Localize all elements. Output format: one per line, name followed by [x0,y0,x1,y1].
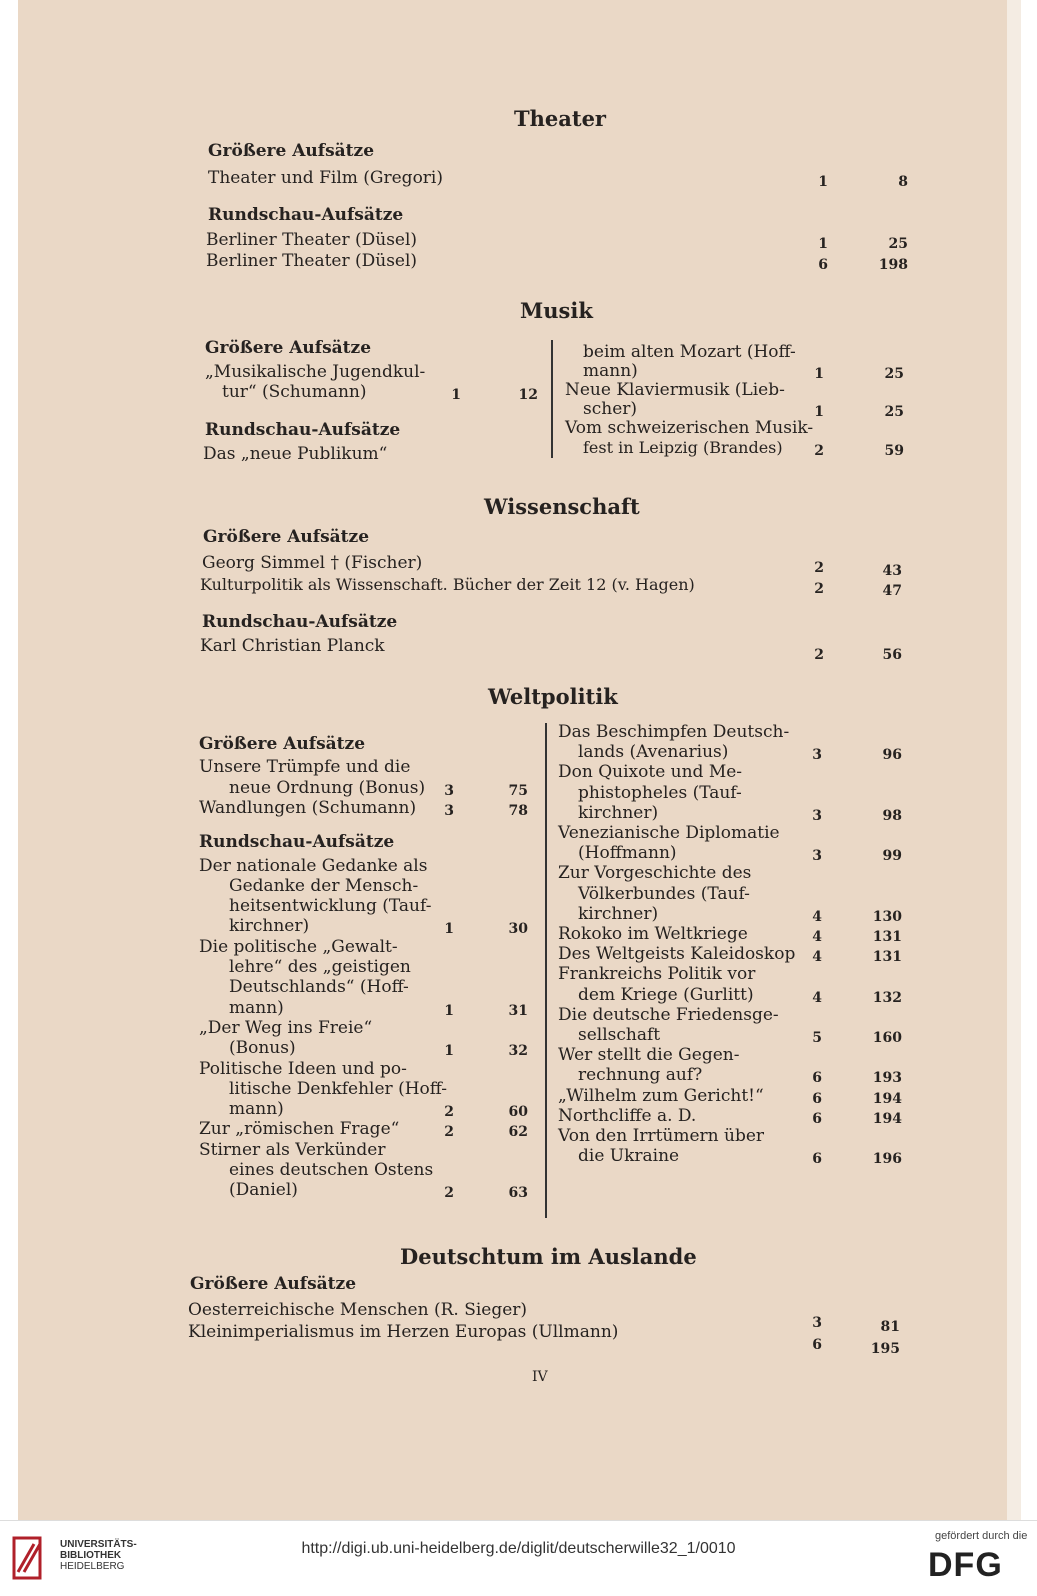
entry-title: Des Weltgeists Kaleidoskop [558,944,796,965]
entry-page: 195 [870,1341,900,1357]
entry-title: rechnung auf? [578,1065,703,1086]
entry-volume: 4 [812,908,822,925]
entry-title: lands (Avenarius) [578,742,729,763]
entry-volume: 3 [444,802,454,819]
entry-title: (Bonus) [229,1038,296,1059]
entry-title: (Daniel) [229,1180,298,1201]
entry-volume: 3 [812,848,822,865]
entry-title: Rokoko im Weltkriege [558,924,748,944]
entry-page: 63 [508,1185,528,1202]
viewer-footer [0,1520,1037,1596]
entry-page: 98 [882,807,902,824]
library-name-line: UNIVERSITÄTS- [60,1539,137,1550]
entry-volume: 6 [812,1090,822,1107]
entry-volume: 1 [818,174,828,190]
entry-page: 78 [508,802,528,819]
entry-volume: 4 [812,989,822,1006]
entry-title-continued: scher) [583,399,638,419]
entry-volume: 2 [814,647,824,663]
entry-volume: 2 [814,443,824,459]
entry-volume: 4 [812,929,822,945]
entry-title-continued: fest in Leipzig (Brandes) [583,438,783,457]
entry-title: Stirner als Verkünder [199,1139,386,1160]
entry-volume: 1 [814,366,824,382]
entry-page: 30 [508,921,528,938]
entry-title: „Musikalische Jugendkul- [205,362,426,382]
entry-title: Von den Irrtümern über [558,1126,765,1146]
entry-title: Unsere Trümpfe und die [199,757,411,778]
entry-title: „Der Weg ins Freie“ [199,1017,373,1038]
entry-page: 99 [882,848,902,865]
entry-volume: 3 [812,807,822,824]
entry-page: 81 [880,1319,900,1335]
entry-title: Wandlungen (Schumann) [199,797,417,818]
entry-volume: 2 [444,1124,454,1141]
entry-volume: 1 [814,404,824,420]
entry-title: Oesterreichische Menschen (R. Sieger) [188,1300,528,1320]
entry-title: Venezianische Diplomatie [558,823,780,843]
entry-title: Die deutsche Friedensge- [558,1004,779,1025]
entry-title: Berliner Theater (Düsel) [206,230,418,250]
entry-page: 60 [508,1104,528,1121]
entry-page: 194 [872,1110,902,1127]
subheading: Rundschau-Aufsätze [199,832,395,853]
dfg-logo: DFG [928,1546,1003,1584]
subheading: Größere Aufsätze [203,527,370,547]
entry-volume: 2 [444,1104,454,1121]
entry-title: kirchner) [578,802,659,823]
entry-title: „Wilhelm zum Gericht!“ [558,1085,764,1106]
section-heading-musik: Musik [520,298,593,323]
entry-page: 75 [508,782,528,799]
paper-edge [1007,0,1021,1520]
entry-title: Das Beschimpfen Deutsch- [558,722,790,742]
entry-title-continued: tur“ (Schumann) [222,382,367,402]
entry-title: sellschaft [578,1025,661,1045]
entry-page: 96 [882,747,902,764]
section-heading-deutschtum: Deutschtum im Auslande [400,1244,697,1269]
entry-title: Völkerbundes (Tauf- [578,883,750,904]
entry-title: dem Kriege (Gurlitt) [578,984,754,1005]
entry-title: Der nationale Gedanke als [199,855,428,876]
entry-volume: 2 [814,581,824,597]
entry-volume: 1 [444,921,454,938]
entry-title: phistopheles (Tauf- [578,782,742,803]
entry-volume: 6 [812,1151,822,1168]
entry-page: 25 [884,366,904,382]
entry-page: 193 [872,1070,902,1087]
library-name-line: BIBLIOTHEK [60,1550,122,1561]
source-url-link[interactable]: http://digi.ub.uni-heidelberg.de/diglit/deutscherwille32_1/0010 [301,1540,736,1557]
entry-page: 25 [884,404,904,420]
column-rule [545,723,547,1218]
entry-title: Vom schweizerischen Musik- [565,418,814,438]
entry-page: 62 [508,1124,528,1141]
entry-volume: 6 [812,1070,822,1087]
entry-page: 130 [872,908,902,925]
entry-title: Gedanke der Mensch- [229,875,419,896]
entry-page: 160 [872,1030,902,1046]
entry-title: Wer stellt die Gegen- [558,1045,740,1066]
entry-page: 59 [884,443,904,459]
entry-page: 194 [872,1090,902,1107]
entry-title: Kulturpolitik als Wissenschaft. Bücher der Zeit 12 (v. Hagen) [200,575,695,594]
entry-volume: 3 [444,782,454,799]
entry-volume: 6 [812,1337,822,1353]
entry-page: 47 [882,583,902,599]
subheading: Rundschau-Aufsätze [205,420,401,440]
entry-volume: 5 [812,1030,822,1046]
entry-title: mann) [229,997,284,1018]
subheading: Rundschau-Aufsätze [202,612,398,632]
entry-volume: 3 [812,747,822,764]
entry-title: neue Ordnung (Bonus) [229,777,426,798]
entry-title: Don Quixote und Me- [558,762,743,783]
entry-title: beim alten Mozart (Hoff- [583,342,796,362]
entry-title: kirchner) [578,903,659,924]
subheading: Größere Aufsätze [190,1274,357,1294]
entry-volume: 1 [451,387,461,403]
entry-title: (Hoffmann) [578,843,677,864]
entry-page: 132 [872,989,902,1006]
entry-title: Die politische „Gewalt- [199,936,398,957]
entry-title: Zur „römischen Frage“ [199,1119,400,1140]
entry-volume: 1 [444,1002,454,1019]
entry-title: Frankreichs Politik vor [558,964,756,985]
entry-volume: 1 [444,1043,454,1060]
entry-volume: 2 [814,560,824,576]
subheading: Größere Aufsätze [208,141,375,161]
entry-title-continued: mann) [583,361,638,381]
entry-title: die Ukraine [578,1146,680,1167]
entry-title: Karl Christian Planck [200,636,385,656]
entry-volume: 6 [818,257,828,273]
entry-page: 8 [898,174,908,190]
entry-title: mann) [229,1099,284,1120]
entry-page: 131 [872,929,902,945]
entry-page: 198 [878,257,908,273]
entry-page: 25 [888,236,908,252]
subheading: Größere Aufsätze [205,338,372,358]
section-heading-weltpolitik: Weltpolitik [488,684,618,709]
library-name-line: HEIDELBERG [60,1561,125,1572]
page-number: IV [532,1369,548,1385]
entry-title: eines deutschen Ostens [229,1160,434,1180]
entry-title: Neue Klaviermusik (Lieb- [565,380,785,400]
subheading: Größere Aufsätze [199,734,366,754]
entry-volume: 6 [812,1110,822,1127]
entry-page: 31 [508,1002,528,1019]
entry-page: 32 [508,1043,528,1060]
entry-title: kirchner) [229,916,310,937]
entry-title: Zur Vorgeschichte des [558,863,752,884]
entry-title: Kleinimperialismus im Herzen Europas (Ullmann) [188,1322,619,1342]
entry-title: litische Denkfehler (Hoff- [229,1078,447,1099]
entry-page: 43 [882,563,902,579]
entry-page: 131 [872,949,902,966]
entry-volume: 1 [818,236,828,252]
entry-volume: 4 [812,949,822,966]
entry-title: heitsentwicklung (Tauf- [229,896,432,917]
entry-title: Theater und Film (Gregori) [208,168,443,188]
entry-volume: 3 [812,1315,822,1331]
entry-page: 196 [872,1151,902,1168]
entry-title: lehre“ des „geistigen [229,957,411,977]
entry-title: Das „neue Publikum“ [203,444,388,464]
entry-title: Berliner Theater (Düsel) [206,251,418,271]
subheading: Rundschau-Aufsätze [208,205,404,225]
entry-page: 12 [518,387,538,403]
section-heading-wissenschaft: Wissenschaft [484,494,640,519]
entry-title: Northcliffe a. D. [558,1105,697,1126]
entry-title: Politische Ideen und po- [199,1058,407,1079]
column-rule [551,340,553,458]
entry-title: Deutschlands“ (Hoff- [229,977,409,998]
entry-page: 56 [882,647,902,663]
funding-note: gefördert durch die [935,1530,1028,1542]
entry-volume: 2 [444,1185,454,1202]
entry-title: Georg Simmel † (Fischer) [202,553,423,573]
section-heading-theater: Theater [514,106,606,131]
